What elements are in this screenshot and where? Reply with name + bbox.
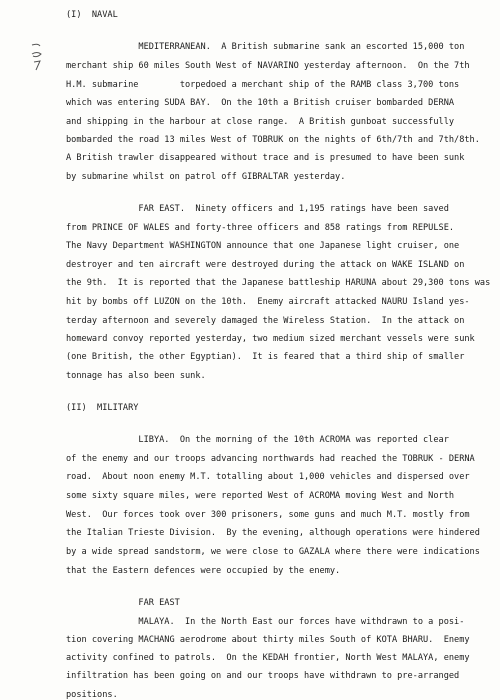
text-line: activity confined to patrols. On the KEDAH frontier, North West MALAYA, enemy — [66, 653, 470, 663]
subheading-far-east: FAR EAST — [66, 598, 180, 608]
text-line: by submarine whilst on patrol off GIBRALTAR yesterday. — [66, 172, 346, 182]
text-line: tion covering MACHANG aerodrome about thirty miles South of KOTA BHARU. Enemy — [66, 635, 470, 645]
text-line: of the enemy and our troops advancing northwards had reached the TOBRUK - DERNA — [66, 454, 475, 464]
text-line: bombarded the road 13 miles West of TOBRUK on the nights of 6th/7th and 7th/8th. — [66, 135, 480, 145]
handwritten-margin-mark — [28, 42, 46, 72]
text-line: infiltration has been going on and our troops have withdrawn to pre-arranged — [66, 671, 460, 681]
text-line: (one British, the other Egyptian). It is feared that a third ship of smaller — [66, 352, 465, 362]
text-line: H.M. submarine torpedoed a merchant ship of the RAMB class 3,700 tons — [66, 80, 460, 90]
text-line: from PRINCE OF WALES and forty-three officers and 858 ratings from REPULSE. — [66, 223, 455, 233]
text-line: by a wide spread sandstorm, we were close to GAZALA where there were indications — [66, 547, 480, 557]
text-line: A British trawler disappeared without trace and is presumed to have been sunk — [66, 153, 465, 163]
section-heading-military: (II) MILITARY — [66, 403, 139, 413]
text-line: homeward convoy reported yesterday, two medium sized merchant vessels were sunk — [66, 334, 475, 344]
text-line: West. Our forces took over 300 prisoners, some guns and much M.T. mostly from — [66, 510, 470, 520]
text-line: FAR EAST. Ninety officers and 1,195 ratings have been saved — [66, 204, 449, 214]
text-line: merchant ship 60 miles South West of NAVARINO yesterday afternoon. On the 7th — [66, 61, 470, 71]
text-line: LIBYA. On the morning of the 10th ACROMA was reported clear — [66, 435, 449, 445]
text-line: some sixty square miles, were reported West of ACROMA moving West and North — [66, 491, 455, 501]
text-line: positions. — [66, 690, 118, 700]
text-line: that the Eastern defences were occupied by the enemy. — [66, 566, 341, 576]
text-line: road. About noon enemy M.T. totalling about 1,000 vehicles and dispersed over — [66, 472, 470, 482]
text-line: the Italian Trieste Division. By the evening, although operations were hindered — [66, 528, 480, 538]
text-line: terday afternoon and severely damaged the Wireless Station. In the attack on — [66, 316, 465, 326]
text-line: which was entering SUDA BAY. On the 10th a British cruiser bombarded DERNA — [66, 98, 455, 108]
text-line: The Navy Department WASHINGTON announce that one Japanese light cruiser, one — [66, 241, 460, 251]
text-line: MALAYA. In the North East our forces have withdrawn to a posi- — [66, 617, 465, 627]
section-heading-naval: (I) NAVAL — [66, 10, 118, 20]
text-line: the 9th. It is reported that the Japanese battleship HARUNA about 29,300 tons was — [66, 278, 491, 288]
text-line: MEDITERRANEAN. A British submarine sank an escorted 15,000 ton — [66, 42, 465, 52]
text-line: tonnage has also been sunk. — [66, 371, 206, 381]
text-line: hit by bombs off LUZON on the 10th. Enemy aircraft attacked NAURU Island yes- — [66, 297, 470, 307]
text-line: destroyer and ten aircraft were destroyed during the attack on WAKE ISLAND on — [66, 260, 465, 270]
text-line: and shipping in the harbour at close range. A British gunboat successfully — [66, 117, 455, 127]
